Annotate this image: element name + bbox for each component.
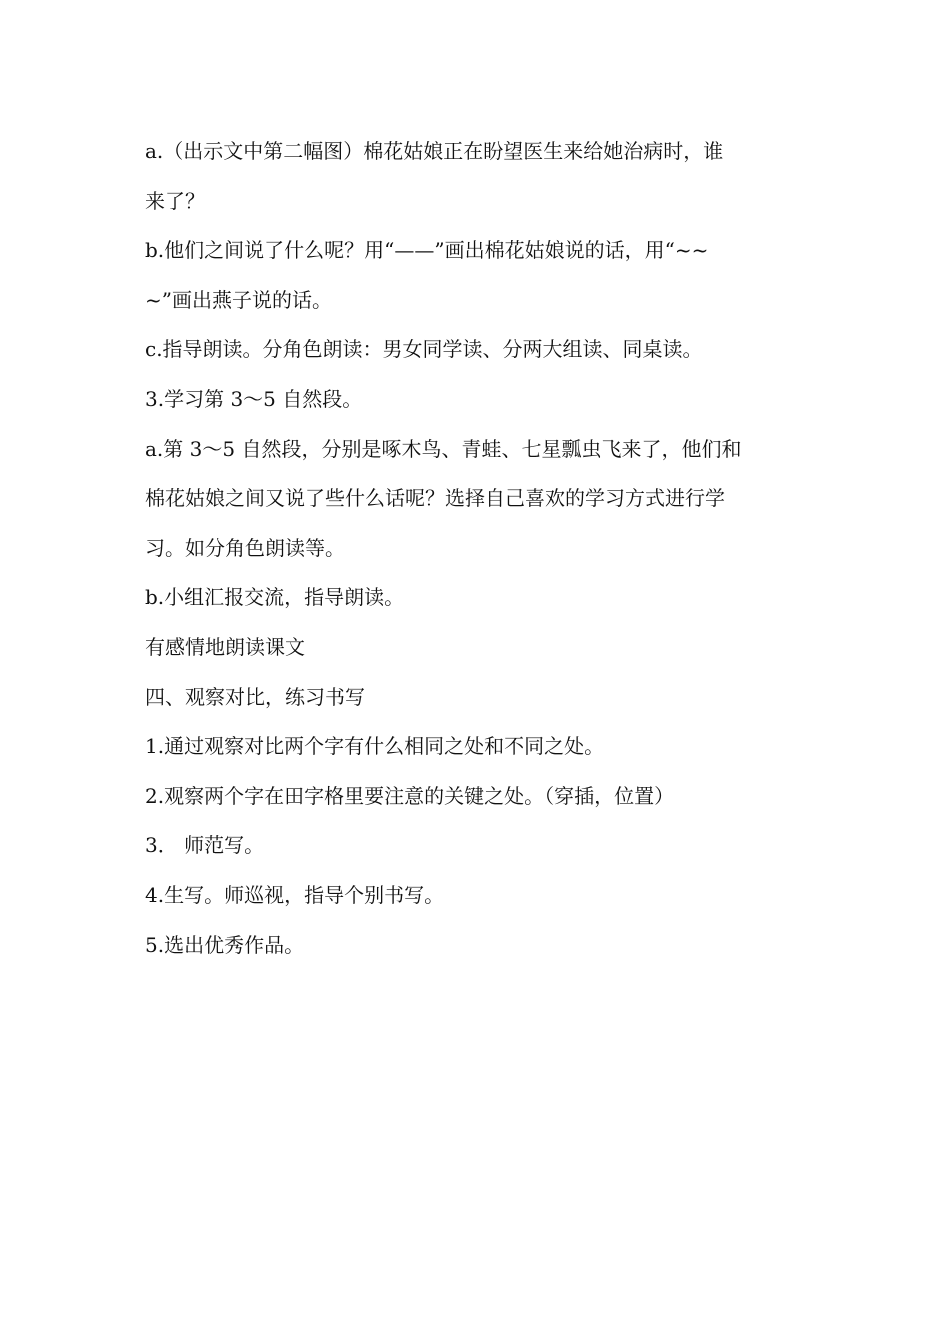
paragraph-line-step-3a-cont2: 习。如分角色朗读等。 bbox=[145, 535, 345, 560]
paragraph-line-a-intro: a.（出示文中第二幅图）棉花姑娘正在盼望医生来给她治病时，谁 bbox=[145, 139, 724, 163]
paragraph-line-c-reading: c.指导朗读。分角色朗读：男女同学读、分两大组读、同桌读。 bbox=[145, 337, 703, 362]
list-item-5: 5.选出优秀作品。 bbox=[145, 932, 305, 957]
list-item-2: 2.观察两个字在田字格里要注意的关键之处。（穿插，位置） bbox=[145, 783, 675, 808]
paragraph-line-step-3a-cont: 棉花姑娘之间又说了些什么话呢？选择自己喜欢的学习方式进行学 bbox=[145, 486, 725, 511]
list-item-1: 1.通过观察对比两个字有什么相同之处和不同之处。 bbox=[145, 734, 605, 759]
section-heading-writing: 四、观察对比，练习书写 bbox=[145, 684, 365, 709]
paragraph-line-step-3b: b.小组汇报交流，指导朗读。 bbox=[145, 585, 405, 610]
paragraph-line-emotional-reading: 有感情地朗读课文 bbox=[145, 634, 305, 659]
paragraph-line-step-3a: a.第 3～5 自然段，分别是啄木鸟、青蛙、七星瓢虫飞来了，他们和 bbox=[145, 436, 742, 461]
paragraph-line-b-instruction-cont: ~”画出燕子说的话。 bbox=[145, 287, 332, 312]
document-body bbox=[145, 127, 810, 970]
list-item-3: 3． 师范写。 bbox=[145, 833, 265, 858]
paragraph-line-step-3: 3.学习第 3～5 自然段。 bbox=[145, 386, 363, 411]
list-item-4: 4.生写。师巡视，指导个别书写。 bbox=[145, 882, 445, 907]
paragraph-line-b-instruction: b.他们之间说了什么呢？用“——”画出棉花姑娘说的话，用“~~ bbox=[145, 238, 709, 263]
paragraph-line-a-intro-cont: 来了？ bbox=[145, 188, 205, 213]
